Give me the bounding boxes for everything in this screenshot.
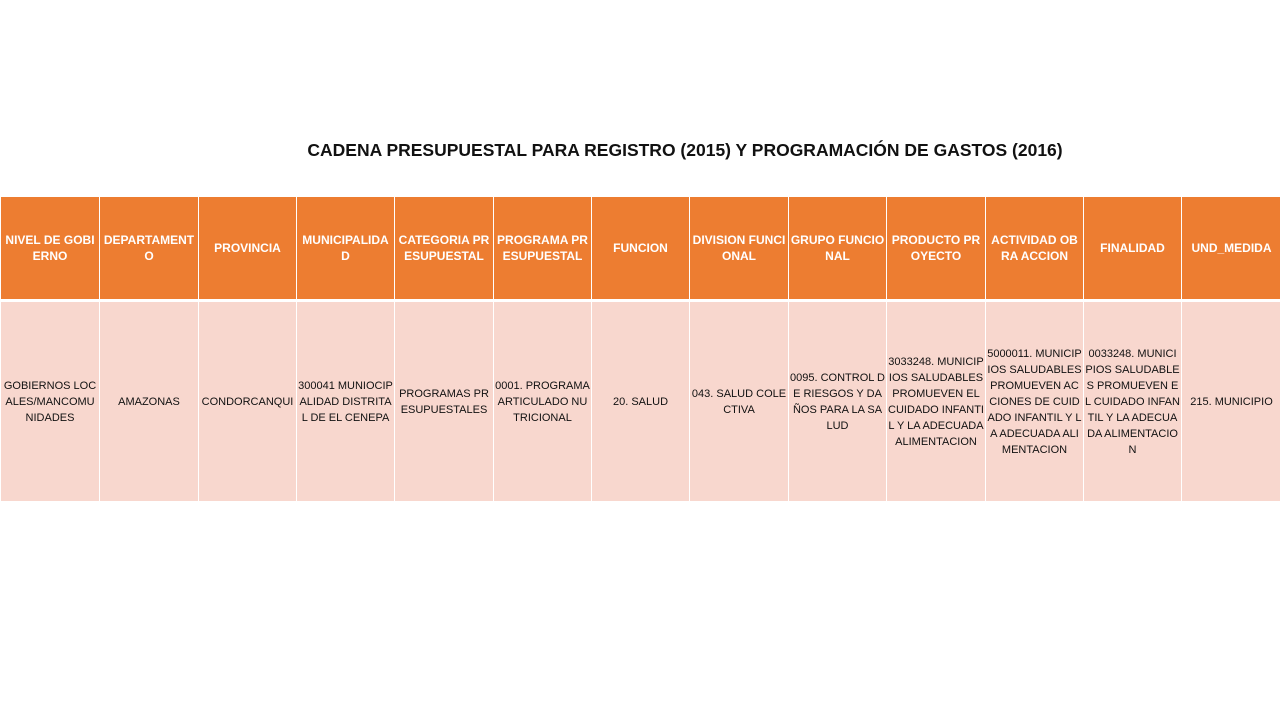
column-header-und-medida: UND_MEDIDA (1182, 197, 1280, 301)
table-cell-finalidad: 0033248. MUNICIPIOS SALUDABLES PROMUEVEN EL CUIDADO INFANTIL Y LA ADECUADA ALIMENTACION (1084, 301, 1182, 502)
column-header-municipalidad: MUNICIPALIDAD (297, 197, 395, 301)
table-cell-grupo-funcional: 0095. CONTROL DE RIESGOS Y DAÑOS PARA LA SALUD (789, 301, 887, 502)
table-cell-municipalidad: 300041 MUNIOCIPALIDAD DISTRITAL DE EL CENEPA (297, 301, 395, 502)
table-header-row (1, 197, 1280, 301)
column-header-provincia: PROVINCIA (199, 197, 297, 301)
column-header-division-funcional: DIVISION FUNCIONAL (690, 197, 789, 301)
column-header-grupo-funcional: GRUPO FUNCIONAL (789, 197, 887, 301)
table-cell-categoria-presupuestal: PROGRAMAS PRESUPUESTALES (395, 301, 494, 502)
table-cell-departamento: AMAZONAS (100, 301, 199, 502)
table-cell-division-funcional: 043. SALUD COLECTIVA (690, 301, 789, 502)
budget-chain-table (0, 196, 1280, 502)
page-title: CADENA PRESUPUESTAL PARA REGISTRO (2015) Y PROGRAMACIÓN DE GASTOS (2016) (307, 140, 1063, 160)
table-row (1, 301, 1280, 502)
column-header-departamento: DEPARTAMENTO (100, 197, 199, 301)
table-cell-programa-presupuestal: 0001. PROGRAMA ARTICULADO NUTRICIONAL (494, 301, 592, 502)
column-header-categoria-presupuestal: CATEGORIA PRESUPUESTAL (395, 197, 494, 301)
table-cell-funcion: 20. SALUD (592, 301, 690, 502)
column-header-finalidad: FINALIDAD (1084, 197, 1182, 301)
table-cell-nivel-de-gobierno: GOBIERNOS LOCALES/MANCOMUNIDADES (1, 301, 100, 502)
column-header-programa-presupuestal: PROGRAMA PRESUPUESTAL (494, 197, 592, 301)
table-cell-provincia: CONDORCANQUI (199, 301, 297, 502)
table-cell-und-medida: 215. MUNICIPIO (1182, 301, 1280, 502)
column-header-actividad-obra-accion: ACTIVIDAD OBRA ACCION (986, 197, 1084, 301)
column-header-nivel-de-gobierno: NIVEL DE GOBIERNO (1, 197, 100, 301)
table-cell-actividad-obra-accion: 5000011. MUNICIPIOS SALUDABLES PROMUEVEN ACCIONES DE CUIDADO INFANTIL Y LA ADECUADA ALIMENTACION (986, 301, 1084, 502)
column-header-funcion: FUNCION (592, 197, 690, 301)
column-header-producto-proyecto: PRODUCTO PROYECTO (887, 197, 986, 301)
table-cell-producto-proyecto: 3033248. MUNICIPIOS SALUDABLES PROMUEVEN EL CUIDADO INFANTIL Y LA ADECUADA ALIMENTACION (887, 301, 986, 502)
